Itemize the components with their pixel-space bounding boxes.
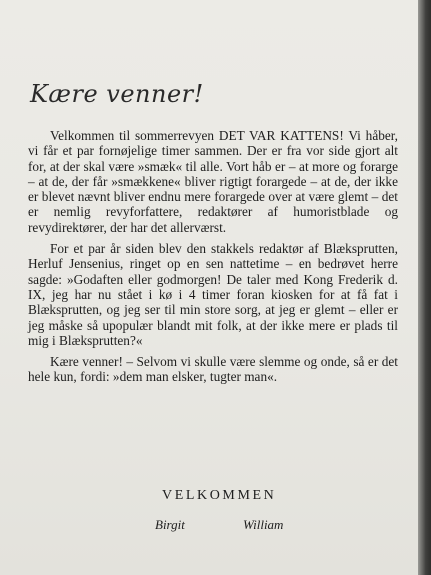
paragraph-anecdote: For et par år siden blev den stakkels redaktør af Blæksprutten, Herluf Jensenius, ringet op en sen nattetime – en bedrøvet herre sagde: »Godaften eller godmorgen! De taler med Kong Frederik d. IX, jeg har nu stået i kø i 4 timer foran kiosken for at få fat i Blæksprutten, og jeg ser til min store sorg, at jeg er glemt – eller er jeg måske så upopulær blandt mit folk, at der ikke mere er plads til mig i Blæksprutten?« [28, 241, 398, 348]
paragraph-welcome: Velkommen til sommerrevyen DET VAR KATTENS! Vi håber, vi får et par fornøjelige timer sammen. Der er fra vor side gjort alt for, at der skal være »smæk« til alle. Vort håb er – at more og forarge – at de, der får »smækkene« bliver rigtigt forargede – at de, der ikke er blevet nævnt bliver endnu mere forargede over at være glemt – det er nemlig revyforfattere, redaktører af humoristblade og revydirektører, der har det allerværst. [28, 128, 398, 235]
signature-william: William [243, 517, 284, 532]
letter-greeting: Kære venner! [30, 80, 204, 108]
welcome-heading: VELKOMMEN [162, 488, 277, 503]
signature-birgit: Birgit [155, 517, 185, 532]
letter-body [28, 128, 398, 391]
book-spine-edge [418, 0, 431, 575]
paragraph-closing: Kære venner! – Selvom vi skulle være slemme og onde, så er det hele kun, fordi: »dem man elsker, tugter man«. [28, 354, 398, 385]
